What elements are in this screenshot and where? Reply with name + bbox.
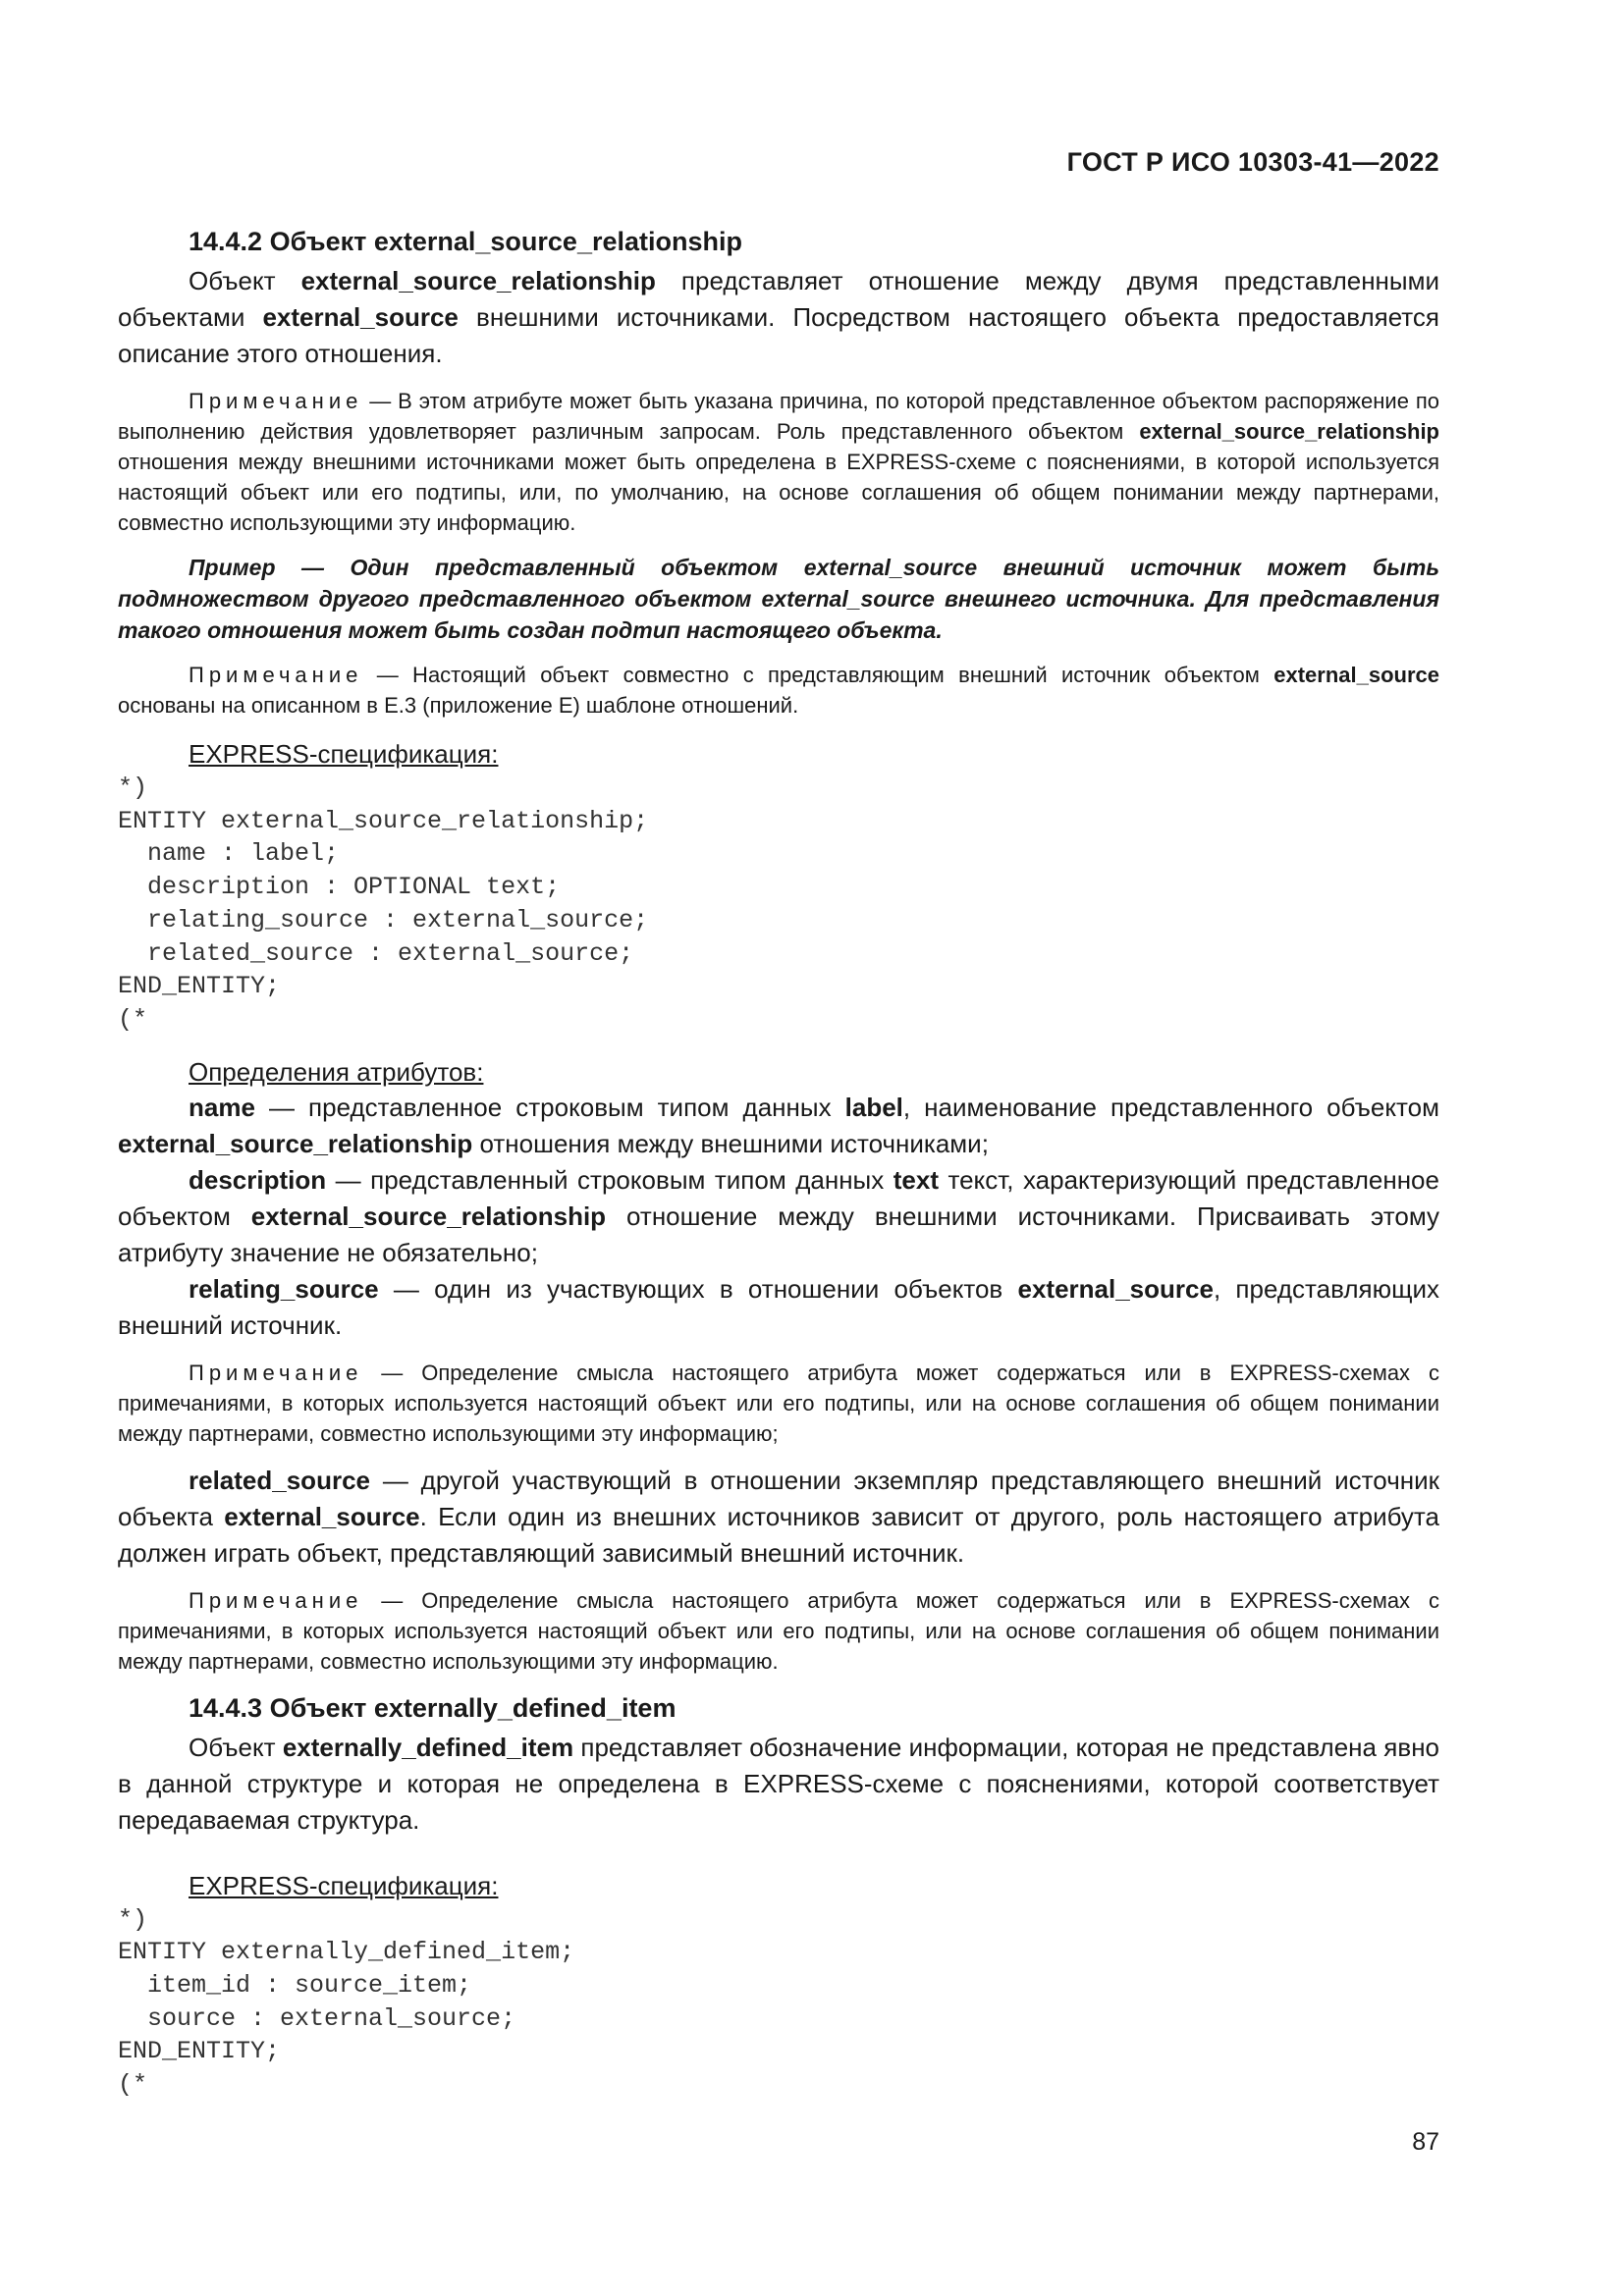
express-code-block: *) ENTITY external_source_relationship; name : label; description : OPTIONAL text; relating_source : external_source; related_source : external_source; END_ENTITY; (* — [118, 774, 649, 1034]
express-code-block: *) ENTITY externally_defined_item; item_id : source_item; source : external_source; END_ENTITY; (* — [118, 1904, 575, 2100]
section-paragraph: Объект external_source_relationship представляет отношение между двумя представленными объектами external_source внешними источниками. Посредством настоящего объекта предоставляется описание этого отношения. — [118, 266, 1440, 368]
attribute-name-definition: name — представленное строковым типом данных label, наименование представленного объектом external_source_relationship отношения между внешними источниками; — [118, 1092, 1439, 1158]
section-heading-14-4-3: 14.4.3 Объект externally_defined_item — [189, 1692, 677, 1723]
section-paragraph: Объект externally_defined_item представляет обозначение информации, которая не представлена явно в данной структуре и которая не определена в EXPRESS-схеме с пояснениями, которой соответствует передаваемая структура. — [118, 1732, 1440, 1835]
page-number: 87 — [1412, 2128, 1439, 2156]
example-paragraph: Пример — Один представленный объектом external_source внешний источник может быть подмножеством другого представленного объектом external_source внешнего источника. Для представления такого отношения может быть создан подтип настоящего объекта. — [118, 555, 1439, 643]
attribute-description-definition: description — представленный строковым типом данных text текст, характеризующий представленное объектом external_source_relationship отношение между внешними источниками. Присваивать этому атрибуту значение не обязательно; — [118, 1164, 1439, 1267]
document-page — [118, 0, 1439, 2296]
page-content — [118, 224, 1439, 2102]
attribute-related-source-definition: related_source — другой участвующий в отношении экземпляр представляющего внешний источник объекта external_source. Если один из внешних источников зависит от другого, роль настоящего атрибута должен играть объект, представляющий зависимый внешний источник. — [118, 1465, 1439, 1568]
note-paragraph: Примечание — Определение смысла настоящего атрибута может содержаться или в EXPRESS-схемах с примечаниями, в которых используется настоящий объект или его подтипы, или на основе соглашения об общем понимании между партнерами, совместно использующими эту информацию. — [118, 1587, 1439, 1674]
express-spec-label: EXPRESS-спецификация: — [189, 739, 499, 769]
note-paragraph: Примечание — В этом атрибуте может быть указана причина, по которой представленное объектом распоряжение по выполнению действия удовлетворяет различным запросам. Роль представленного объектом external_source_relationship отношения между внешними источниками может быть определена в EXPRESS-схеме с пояснениями, в которой используется настоящий объект или его подтипы, или, по умолчанию, на основе соглашения об общем понимании между партнерами, совместно использующими эту информацию. — [118, 389, 1439, 535]
attribute-relating-source-definition: relating_source — один из участвующих в отношении объектов external_source, представляющих внешний источник. — [118, 1273, 1439, 1340]
note-paragraph: Примечание — Определение смысла настоящего атрибута может содержаться или в EXPRESS-схемах с примечаниями, в которых используется настоящий объект или его подтипы, или на основе соглашения об общем понимании между партнерами, совместно использующими эту информацию; — [118, 1360, 1439, 1446]
document-header: ГОСТ Р ИСО 10303-41—2022 — [1066, 147, 1439, 177]
note-paragraph: Примечание — Настоящий объект совместно с представляющим внешний источник объектом external_source основаны на описанном в Е.3 (приложение Е) шаблоне отношений. — [118, 663, 1439, 718]
section-heading-14-4-2: 14.4.2 Объект external_source_relationship — [189, 227, 742, 256]
attribute-definitions-label: Определения атрибутов: — [189, 1056, 484, 1087]
express-spec-label: EXPRESS-спецификация: — [189, 1870, 499, 1900]
